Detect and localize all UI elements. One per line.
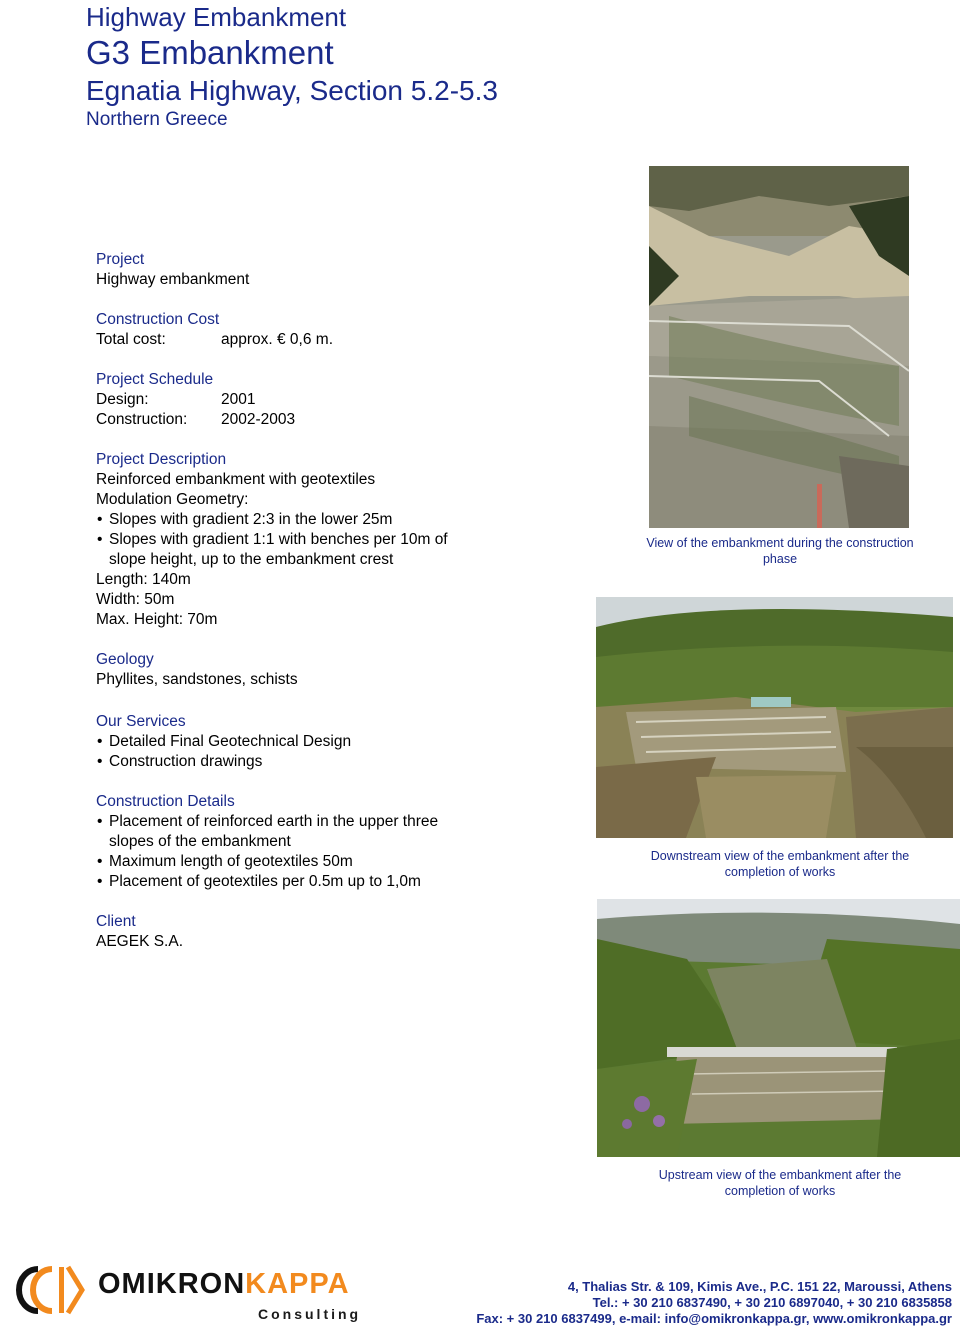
logo-wordmark xyxy=(98,1268,350,1301)
description-line: Reinforced embankment with geotextiles xyxy=(96,471,376,488)
project-info xyxy=(96,250,476,952)
section-title: Project xyxy=(96,251,145,268)
section-title: Geology xyxy=(96,651,154,668)
cost-label: Total cost: xyxy=(96,331,166,348)
contact-info xyxy=(476,1279,952,1327)
list-item: • Detailed Final Geotechnical Design xyxy=(96,732,476,752)
photo-caption: Downstream view of the embankment after the completion of works xyxy=(650,849,910,879)
section-value: Phyllites, sandstones, schists xyxy=(96,671,298,688)
list-item: • Construction drawings xyxy=(96,752,476,772)
list-item: • Placement of geotextiles per 0.5m up to 1,0m xyxy=(96,872,476,892)
photo-caption: View of the embankment during the construction phase xyxy=(646,536,914,566)
construction-photo xyxy=(649,166,909,528)
design-label: Design: xyxy=(96,391,149,408)
list-item: • Slopes with gradient 1:1 with benches per 10m of slope height, up to the embankment crest xyxy=(96,530,476,570)
project-name: G3 Embankment xyxy=(86,34,334,71)
logo-subtitle: Consulting xyxy=(258,1306,362,1322)
section-schedule xyxy=(96,370,476,430)
length-value: Length: 140m xyxy=(96,571,191,588)
logo-text: OMIKRONKAPPA xyxy=(98,1268,350,1300)
width-value: Width: 50m xyxy=(96,591,175,608)
header-title: Highway Embankment xyxy=(86,2,347,32)
section-project xyxy=(96,250,476,290)
project-region: Northern Greece xyxy=(86,109,228,130)
cost-value: approx. € 0,6 m. xyxy=(221,331,334,348)
fax-email: Fax: + 30 210 6837499, e-mail: info@omikronkappa.gr, www.omikronkappa.gr xyxy=(476,1311,952,1326)
section-title: Construction Cost xyxy=(96,311,220,328)
description-line: Modulation Geometry: xyxy=(96,491,249,508)
upstream-photo xyxy=(597,899,960,1157)
construction-value: 2002-2003 xyxy=(221,411,296,428)
section-value: AEGEK S.A. xyxy=(96,933,184,950)
section-description xyxy=(96,450,476,630)
photo-caption: Upstream view of the embankment after the completion of works xyxy=(658,1168,902,1198)
section-title: Project Description xyxy=(96,451,227,468)
downstream-photo xyxy=(596,597,953,838)
project-location: Egnatia Highway, Section 5.2-5.3 xyxy=(86,75,498,106)
address: 4, Thalias Str. & 109, Kimis Ave., P.C. 151 22, Maroussi, Athens xyxy=(567,1279,952,1294)
company-logo xyxy=(0,1255,380,1325)
section-title: Construction Details xyxy=(96,793,235,810)
list-item: • Slopes with gradient 2:3 in the lower 25m xyxy=(96,510,476,530)
section-title: Project Schedule xyxy=(96,371,214,388)
design-value: 2001 xyxy=(221,391,256,408)
section-title: Client xyxy=(96,913,136,930)
section-geology xyxy=(96,650,476,690)
section-services xyxy=(96,712,476,772)
section-client xyxy=(96,912,476,952)
section-cost xyxy=(96,310,476,350)
height-value: Max. Height: 70m xyxy=(96,611,218,628)
telephone: Tel.: + 30 210 6837490, + 30 210 6897040, + 30 210 6835858 xyxy=(592,1295,952,1310)
section-title: Our Services xyxy=(96,713,186,730)
list-item: • Maximum length of geotextiles 50m xyxy=(96,852,476,872)
construction-label: Construction: xyxy=(96,411,188,428)
section-value: Highway embankment xyxy=(96,271,250,288)
list-item: • Placement of reinforced earth in the upper three slopes of the embankment xyxy=(96,812,476,852)
section-details xyxy=(96,792,476,892)
